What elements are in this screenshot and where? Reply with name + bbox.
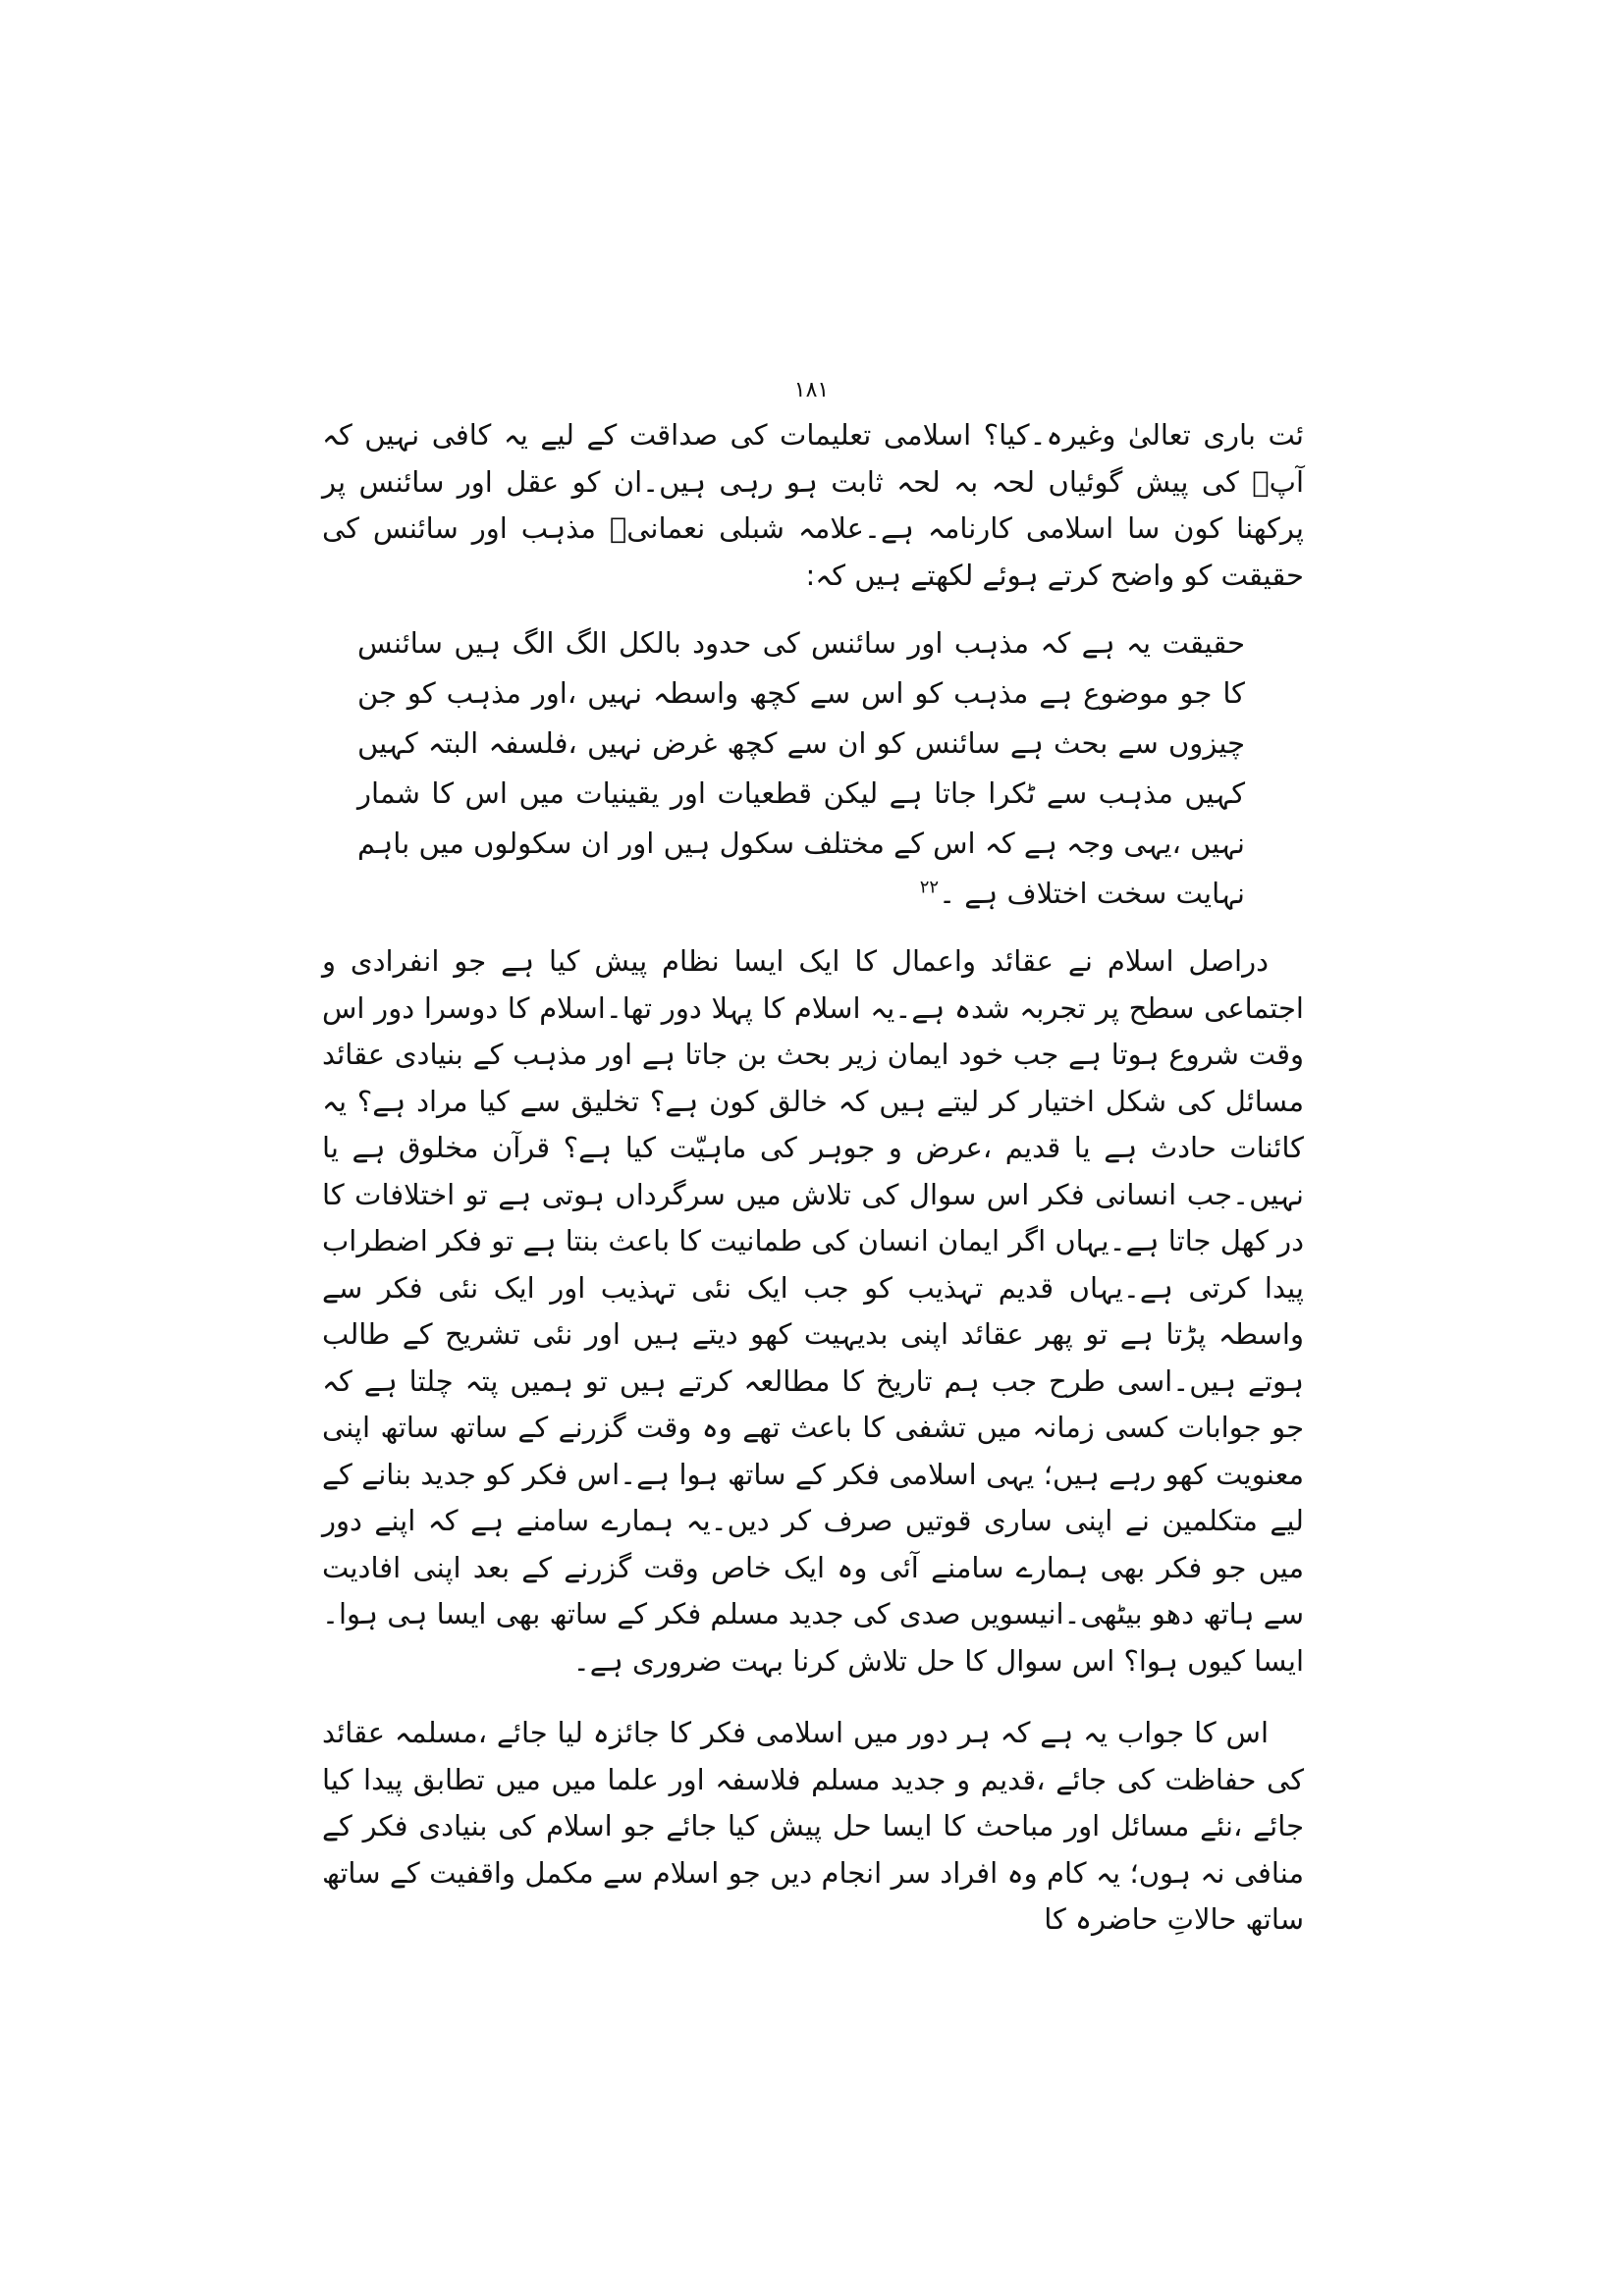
page-number: ۱۸۱: [793, 378, 830, 402]
block-quote-text: حقیقت یہ ہے کہ مذہب اور سائنس کی حدود بالکل الگ الگ ہیں سائنس کا جو موضوع ہے مذہب کو اس سے کچھ واسطہ نہیں ،اور مذہب کو جن چیزوں سے بحث ہے سائنس کو ان سے کچھ غرض نہیں ،فلسفہ البتہ کہیں کہیں مذہب سے ٹکرا جاتا ہے لیکن قطعیات اور یقینیات میں اس کا شمار نہیں ،یہی وجہ ہے کہ اس کے مختلف سکول ہیں اور ان سکولوں میں باہم نہایت سخت اختلاف ہے ۔: [357, 626, 1245, 910]
paragraph-intro: ئت باری تعالیٰ وغیرہ۔کیا؟ اسلامی تعلیمات کی صداقت کے لیے یہ کافی نہیں کہ آپؐ کی پیش گوئیاں لحہ بہ لحہ ثابت ہو رہی ہیں۔ان کو عقل اور سائنس پر پرکھنا کون سا اسلامی کارنامہ ہے۔علامہ شبلی نعمانیؒ مذہب اور سائنس کی حقیقت کو واضح کرتے ہوئے لکھتے ہیں کہ:: [322, 418, 1304, 592]
footnote-marker: ۲۲: [919, 877, 940, 898]
page-body: [322, 412, 1304, 1944]
block-quote: [357, 618, 1245, 919]
paragraph-main: دراصل اسلام نے عقائد واعمال کا ایک ایسا نظام پیش کیا ہے جو انفرادی و اجتماعی سطح پر تجربہ شدہ ہے۔یہ اسلام کا پہلا دور تھا۔اسلام کا دوسرا دور اس وقت شروع ہوتا ہے جب خود ایمان زیر بحث بن جاتا ہے اور مذہب کے بنیادی عقائد مسائل کی شکل اختیار کر لیتے ہیں کہ خالق کون ہے؟ تخلیق سے کیا مراد ہے؟ یہ کائنات حادث ہے یا قدیم ،عرض و جوہر کی ماہیّت کیا ہے؟ قرآن مخلوق ہے یا نہیں۔جب انسانی فکر اس سوال کی تلاش میں سرگرداں ہوتی ہے تو اختلافات کا در کھل جاتا ہے۔یہاں اگر ایمان انسان کی طمانیت کا باعث بنتا ہے تو فکر اضطراب پیدا کرتی ہے۔یہاں قدیم تہذیب کو جب ایک نئی تہذیب اور ایک نئی فکر سے واسطہ پڑتا ہے تو پھر عقائد اپنی بدیہیت کھو دیتے ہیں اور نئی تشریح کے طالب ہوتے ہیں۔اسی طرح جب ہم تاریخ کا مطالعہ کرتے ہیں تو ہمیں پتہ چلتا ہے کہ جو جوابات کسی زمانہ میں تشفی کا باعث تھے وہ وقت گزرنے کے ساتھ ساتھ اپنی معنویت کھو رہے ہیں؛ یہی اسلامی فکر کے ساتھ ہوا ہے۔اس فکر کو جدید بنانے کے لیے متکلمین نے اپنی ساری قوتیں صرف کر دیں۔یہ ہمارے سامنے ہے کہ اپنے دور میں جو فکر بھی ہمارے سامنے آئی وہ ایک خاص وقت گزرنے کے بعد اپنی افادیت سے ہاتھ دھو بیٹھی۔انیسویں صدی کی جدید مسلم فکر کے ساتھ بھی ایسا ہی ہوا۔ایسا کیوں ہوا؟ اس سوال کا حل تلاش کرنا بہت ضروری ہے۔: [322, 944, 1304, 1678]
paragraph-conclusion: اس کا جواب یہ ہے کہ ہر دور میں اسلامی فکر کا جائزہ لیا جائے ،مسلمہ عقائد کی حفاظت کی جائے ،قدیم و جدید مسلم فلاسفہ اور علما میں میں تطابق پیدا کیا جائے ،نئے مسائل اور مباحث کا ایسا حل پیش کیا جائے جو اسلام کی بنیادی فکر کے منافی نہ ہوں؛ یہ کام وہ افراد سر انجام دیں جو اسلام سے مکمل واقفیت کے ساتھ ساتھ حالاتِ حاضرہ کا: [322, 1716, 1304, 1936]
